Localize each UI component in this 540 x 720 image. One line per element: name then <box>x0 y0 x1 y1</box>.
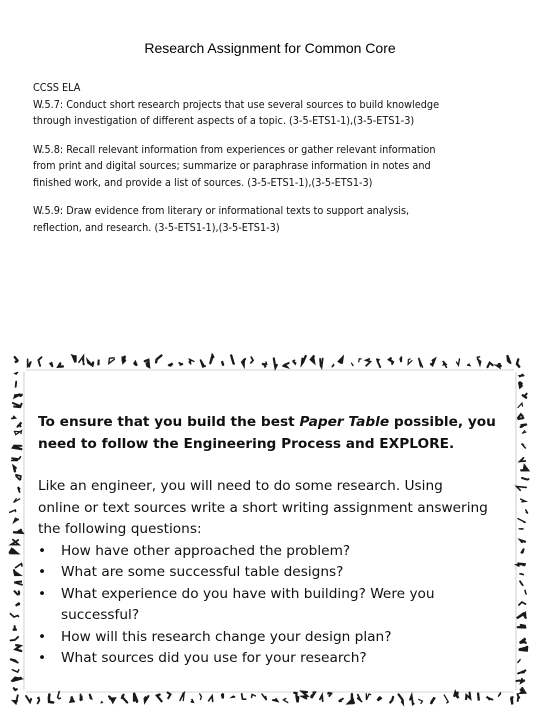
scribble-mark <box>15 357 18 362</box>
scribble-mark <box>14 499 20 503</box>
scribble-mark <box>293 360 296 363</box>
scribble-mark <box>294 693 298 703</box>
scribble-mark <box>180 692 185 701</box>
scribble-mark <box>339 358 343 363</box>
scribble-mark <box>262 362 267 367</box>
scribble-mark <box>79 356 84 365</box>
scribble-mark <box>357 695 362 702</box>
scribble-mark <box>109 358 115 364</box>
assignment-box <box>38 412 523 670</box>
scribble-mark <box>38 357 41 366</box>
scribble-mark <box>209 696 213 702</box>
scribble-mark <box>14 688 17 690</box>
scribble-mark <box>410 696 414 705</box>
scribble-mark <box>419 699 423 703</box>
scribble-mark <box>487 697 492 700</box>
scribble-mark <box>454 692 458 698</box>
scribble-mark <box>70 697 74 702</box>
standards-heading: CCSS ELA <box>33 81 81 94</box>
scribble-mark <box>18 422 22 426</box>
scribble-mark <box>378 697 381 700</box>
standard-w59-line-2: reflection, and research. (3-5-ETS1-1),(3-5-ETS1-3) <box>33 220 280 234</box>
scribble-mark <box>49 695 53 703</box>
scribble-mark <box>222 694 223 699</box>
scribble-mark <box>339 699 343 702</box>
paragraph-line-2: online or text sources write a short writing assignment answering <box>38 499 488 516</box>
intro-line-1 <box>38 412 523 434</box>
scribble-mark <box>145 360 149 367</box>
scribble-mark <box>366 359 370 366</box>
scribble-mark <box>478 694 479 701</box>
intro-text-1: To ensure that you build the best <box>38 414 300 430</box>
scribble-mark <box>408 359 412 365</box>
scribble-mark <box>10 614 18 617</box>
scribble-mark <box>274 358 277 367</box>
scribble-mark <box>332 365 333 367</box>
scribble-mark <box>516 679 525 683</box>
scribble-mark <box>73 356 76 362</box>
scribble-mark <box>28 359 32 367</box>
scribble-mark <box>400 357 401 362</box>
scribble-mark <box>12 417 15 419</box>
scribble-mark <box>14 467 16 472</box>
scribble-mark <box>10 549 17 553</box>
scribble-mark <box>328 693 331 696</box>
scribble-mark <box>399 695 403 703</box>
paragraph-line-1: Like an engineer, you will need to do some research. Using <box>38 478 443 494</box>
scribble-mark <box>98 360 99 365</box>
scribble-mark <box>11 540 18 545</box>
bullet-icon: • <box>38 564 47 580</box>
scribble-mark <box>58 364 63 367</box>
bullet-icon: • <box>38 585 47 602</box>
scribble-mark <box>522 394 527 399</box>
scribble-mark <box>389 358 393 363</box>
scribble-mark <box>518 403 523 407</box>
scribble-mark <box>169 364 173 366</box>
scribble-mark <box>519 382 521 387</box>
scribble-mark <box>15 373 17 374</box>
page-title: Research Assignment for Common Core <box>144 40 396 56</box>
scribble-mark <box>157 695 162 702</box>
scribble-mark <box>242 359 245 365</box>
scribble-mark <box>311 356 314 362</box>
scribble-mark <box>15 591 20 594</box>
bullet-icon: • <box>38 650 47 666</box>
scribble-mark <box>359 359 361 362</box>
scribble-mark <box>517 693 519 701</box>
scribble-mark <box>507 356 511 364</box>
scribble-mark <box>525 590 526 594</box>
scribble-mark <box>10 510 16 512</box>
paragraph-line-3: the following questions: <box>38 521 202 537</box>
scribble-mark <box>18 487 20 492</box>
scribble-mark <box>200 360 205 367</box>
scribble-mark <box>498 693 501 697</box>
question-item: • What are some successful table designs? <box>38 562 523 584</box>
scribble-mark <box>13 403 22 407</box>
scribble-mark <box>262 694 267 700</box>
scribble-mark <box>14 530 22 533</box>
scribble-mark <box>467 364 470 366</box>
scribble-mark <box>88 361 93 365</box>
scribble-mark <box>14 570 19 575</box>
scribble-mark <box>252 694 256 697</box>
scribble-mark <box>200 694 202 700</box>
scribble-mark <box>122 695 128 703</box>
scribble-mark <box>16 564 23 568</box>
scribble-mark <box>231 355 234 363</box>
standards-section <box>33 80 523 236</box>
scribble-mark <box>352 363 354 366</box>
scribble-mark <box>156 356 161 363</box>
standard-w58-line-3: finished work, and provide a list of sources. (3-5-ETS1-1),(3-5-ETS1-3) <box>33 175 373 189</box>
scribble-mark <box>477 357 480 365</box>
scribble-mark <box>431 698 435 704</box>
scribble-mark <box>251 357 253 363</box>
scribble-mark <box>38 698 40 704</box>
scribble-mark <box>109 697 115 702</box>
intro-text-2: possible, you <box>389 414 496 430</box>
scribble-mark <box>302 356 306 364</box>
scribble-mark <box>14 582 22 585</box>
scribble-mark <box>497 364 501 367</box>
question-item: • What sources did you use for your research? <box>38 648 523 670</box>
scribble-mark <box>58 692 61 699</box>
intro-emphasis: Paper Table <box>299 414 390 430</box>
scribble-mark <box>12 678 21 682</box>
scribble-mark <box>80 694 82 701</box>
scribble-mark <box>466 693 470 701</box>
scribble-mark <box>16 645 22 651</box>
standard-w59-line-1: W.5.9: Draw evidence from literary or informational texts to support analysis, <box>33 204 410 217</box>
scribble-mark <box>302 692 307 699</box>
scribble-mark <box>443 362 446 368</box>
scribble-mark <box>431 359 434 365</box>
standard-w58-line-2: from print and digital sources; summarize or paraphrase information in notes and <box>33 159 431 172</box>
scribble-mark <box>283 699 287 703</box>
scribble-mark <box>366 694 370 700</box>
scribble-mark <box>17 603 20 605</box>
scribble-mark <box>16 475 21 480</box>
scribble-mark <box>15 431 22 435</box>
scribble-mark <box>179 363 183 365</box>
scribble-mark <box>520 375 524 377</box>
question-list <box>38 541 523 670</box>
scribble-mark <box>419 358 423 367</box>
standard-w58-line-1: W.5.8: Recall relevant information from experiences or gather relevant information <box>33 142 436 156</box>
scribble-mark <box>13 695 17 703</box>
scribble-mark <box>488 363 493 367</box>
scribble-mark <box>15 395 22 397</box>
scribble-mark <box>311 693 314 698</box>
standard-w57-line-1: W.5.7: Conduct short research projects that use several sources to build knowledge <box>33 97 440 111</box>
scribble-mark <box>50 363 53 367</box>
scribble-mark <box>210 355 214 364</box>
scribble-mark <box>272 699 278 702</box>
scribble-mark <box>518 670 526 673</box>
scribble-mark <box>349 694 354 703</box>
scribble-mark <box>145 696 149 702</box>
scribble-mark <box>13 446 23 450</box>
scribble-mark <box>457 359 460 365</box>
scribble-mark <box>11 457 20 461</box>
scribble-mark <box>511 697 513 705</box>
scribble-mark <box>377 359 380 367</box>
scribble-mark <box>390 697 393 703</box>
scribble-mark <box>517 359 520 367</box>
scribble-mark <box>16 382 17 387</box>
scribble-mark <box>101 702 102 703</box>
scribble-mark <box>90 695 91 699</box>
bullet-icon: • <box>38 542 47 559</box>
question-item: • How have other approached the problem? <box>38 541 523 563</box>
question-item: • How will this research change your design plan? <box>38 627 523 649</box>
bullet-icon: • <box>38 628 47 645</box>
scribble-mark <box>134 693 138 702</box>
scribble-mark <box>526 510 528 514</box>
scribble-mark <box>12 670 18 673</box>
scribble-mark <box>123 356 125 362</box>
scribble-mark <box>10 659 18 662</box>
scribble-mark <box>11 637 19 641</box>
scribble-mark <box>134 362 136 365</box>
scribble-mark <box>320 359 323 368</box>
scribble-mark <box>521 688 525 693</box>
scribble-mark <box>444 695 448 703</box>
scribble-mark <box>222 361 223 365</box>
scribble-mark <box>14 518 18 522</box>
scribble-mark <box>283 363 289 367</box>
question-item: • What experience do you have with building? Were you successful? <box>38 585 435 623</box>
scribble-mark <box>13 626 16 630</box>
standard-w57-line-2: through investigation of different aspects of a topic. (3-5-ETS1-1),(3-5-ETS1-3) <box>33 114 415 127</box>
scribble-mark <box>26 696 31 702</box>
scribble-mark <box>232 696 234 697</box>
scribble-mark <box>189 359 194 364</box>
scribble-mark <box>242 694 246 699</box>
scribble-mark <box>320 695 323 701</box>
scribble-mark <box>168 693 171 699</box>
intro-line-2: need to follow the Engineering Process and EXPLORE. <box>38 435 455 452</box>
scribble-mark <box>191 700 193 703</box>
